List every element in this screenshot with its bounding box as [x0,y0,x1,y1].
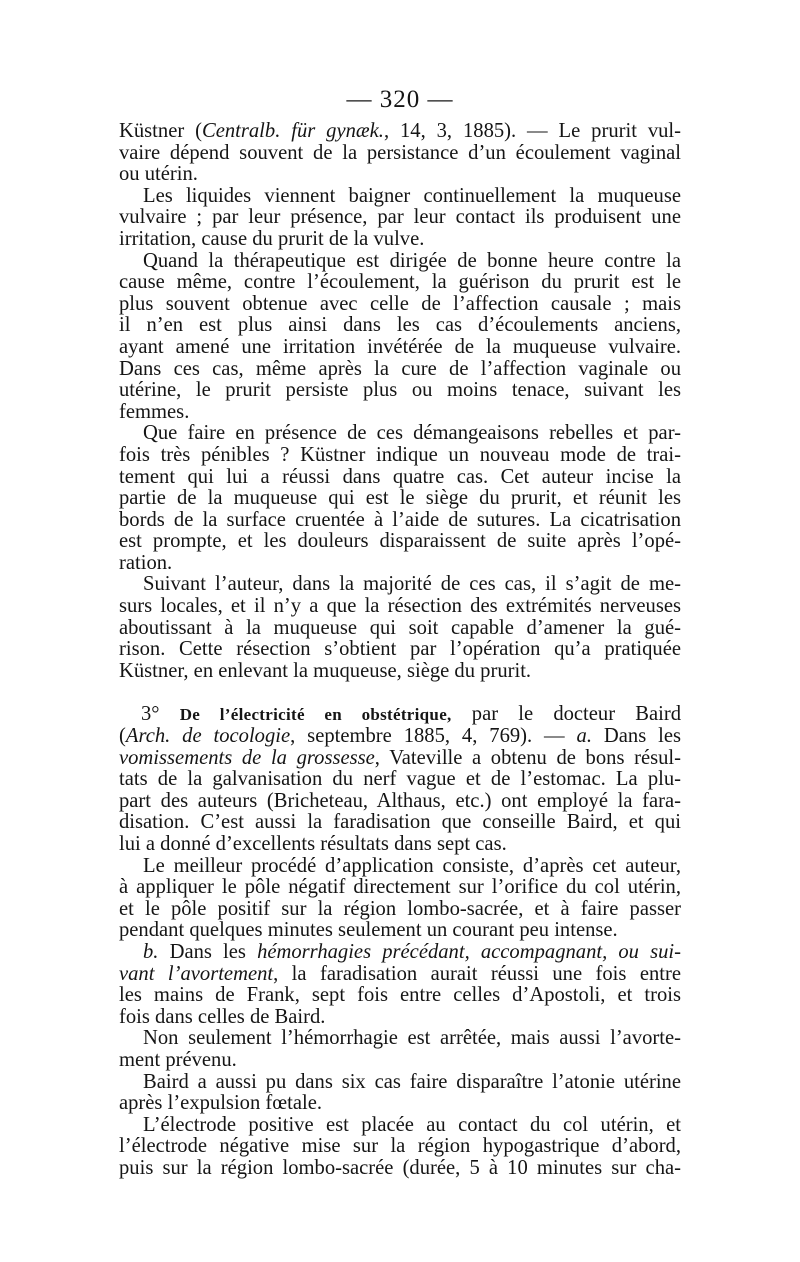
text-span: par le docteur Baird [451,703,682,726]
text-line: il n’en est plus ainsi dans les cas d’écoulements anciens, [119,314,681,337]
text-line: l’électrode négative mise sur la région hypogastrique d’abord, [119,1135,681,1158]
section-electricity [119,704,681,855]
paragraph [119,942,681,1028]
text-span: Dans les [158,940,258,963]
italic-term: hémorrhagies précédant, accompagnant, ou sui- [257,940,681,963]
text-line: irritation, cause du prurit de la vulve. [119,227,425,250]
text-line: Les liquides viennent baigner continuellement la muqueuse [143,184,681,207]
text-line: aboutissant à la muqueuse qui soit capable d’amener la gué- [119,616,681,639]
text-line: et le pôle positif sur la région lombo-sacrée, et à faire passer [119,897,681,920]
text-line: surs locales, et il n’y a que la résection des extrémités nerveuses [119,595,681,618]
text-line: part des auteurs (Bricheteau, Althaus, etc.) ont employé la fara- [119,789,681,812]
text-line: cause même, contre l’écoulement, la guérison du prurit est le [119,271,681,294]
text-line [119,121,681,143]
section-gap [119,682,681,704]
text-line: tats de la galvanisation du nerf vague et de l’estomac. La plu- [119,768,681,791]
text-span: , Vateville a obtenu de bons résul- [374,746,681,769]
text-line: disation. C’est aussi la faradisation que conseille Baird, et qui [119,811,681,834]
text-line [119,964,681,986]
text-line: ayant amené une irritation invétérée de la muqueuse vulvaire. [119,335,681,358]
text-line: L’électrode positive est placée au contact du col utérin, et [143,1113,681,1136]
journal-citation: Arch. de tocologie [125,725,291,748]
paragraph [119,574,681,682]
text-line: Que faire en présence de ces démangeaisons rebelles et par- [143,422,681,445]
text-span: Dans les [592,725,681,748]
text-line [119,942,681,964]
text-span: Küstner ( [119,120,202,142]
text-line: vulvaire ; par leur présence, par leur contact ils produisent une [119,206,681,229]
text-line: partie de la muqueuse qui est le siège du prurit, et réunit les [119,487,681,510]
paragraph [119,1072,681,1115]
text-line [119,748,681,770]
text-line: puis sur la région lombo-sacrée (durée, 5 à 10 minutes sur cha- [119,1156,681,1179]
text-line: après l’expulsion fœtale. [119,1092,323,1115]
italic-term: vant l’avortement [119,962,274,985]
page-number: — 320 — [346,86,454,113]
paragraph [119,1028,681,1071]
text-line: femmes. [119,400,190,423]
text-line: Quand la thérapeutique est dirigée de bonne heure contre la [143,249,681,272]
paragraph [119,251,681,424]
text-line: lui a donné d’excellents résultats dans sept cas. [119,833,507,855]
text-span: , 14, 3, 1885). — Le prurit vul- [383,120,681,142]
text-line: Non seulement l’hémorrhagie est arrêtée, mais aussi l’avorte- [143,1027,681,1050]
text-span: , septembre 1885, 4, 769). — [290,725,577,748]
text-line: est prompte, et les douleurs disparaissent de suite après l’opé- [119,530,681,553]
text-span: ( [119,725,126,748]
text-span: , la faradisation aurait réussi une fois entre [273,962,682,985]
text-line: Dans ces cas, même après la cure de l’affection vaginale ou [119,357,681,380]
journal-citation: Centralb. für gynæk. [201,120,384,142]
text-line: utérine, le prurit persiste plus ou moins tenace, suivant les [119,379,681,402]
text-line: vaire dépend souvent de la persistance d’un écoulement vaginal [119,141,681,164]
section-heading-line [119,704,681,726]
text-line: tement qui lui a réussi dans quatre cas. Cet auteur incise la [119,465,681,488]
text-line: rison. Cette résection s’obtient par l’opération qu’a pratiquée [119,638,681,661]
text-line [119,726,681,748]
paragraph [119,121,681,186]
text-line: Le meilleur procédé d’application consiste, d’après cet auteur, [143,854,681,877]
italic-term: vomissements de la grossesse [119,746,375,769]
section-title: De l’électricité en obstétrique, [179,705,452,725]
text-line: fois dans celles de Baird. [119,1005,326,1028]
text-line: les mains de Frank, sept fois entre celles d’Apostoli, et trois [119,984,681,1007]
text-line: pendant quelques minutes seulement un courant peu intense. [119,919,618,942]
text-line: bords de la surface cruentée à l’aide de sutures. La cicatrisation [119,508,681,531]
item-marker: b. [143,940,159,963]
paragraph [119,856,681,942]
text-line: plus souvent obtenue avec celle de l’affection causale ; mais [119,292,681,315]
body-text [119,121,681,1180]
text-line: Küstner, en enlevant la muqueuse, siège du prurit. [119,659,532,682]
paragraph [119,1115,681,1180]
paragraph [119,423,681,574]
text-line: à appliquer le pôle négatif directement sur l’orifice du col utérin, [119,876,681,899]
text-line: Baird a aussi pu dans six cas faire disparaître l’atonie utérine [143,1070,681,1093]
text-line: ment prévenu. [119,1048,237,1071]
text-line: ou utérin. [119,163,198,186]
text-line: fois très pénibles ? Küstner indique un nouveau mode de trai- [119,443,681,466]
item-marker: a. [576,725,592,748]
paragraph [119,186,681,251]
section-number: 3° [141,703,180,726]
text-line: Suivant l’auteur, dans la majorité de ces cas, il s’agit de me- [143,573,681,596]
text-line: ration. [119,551,173,574]
